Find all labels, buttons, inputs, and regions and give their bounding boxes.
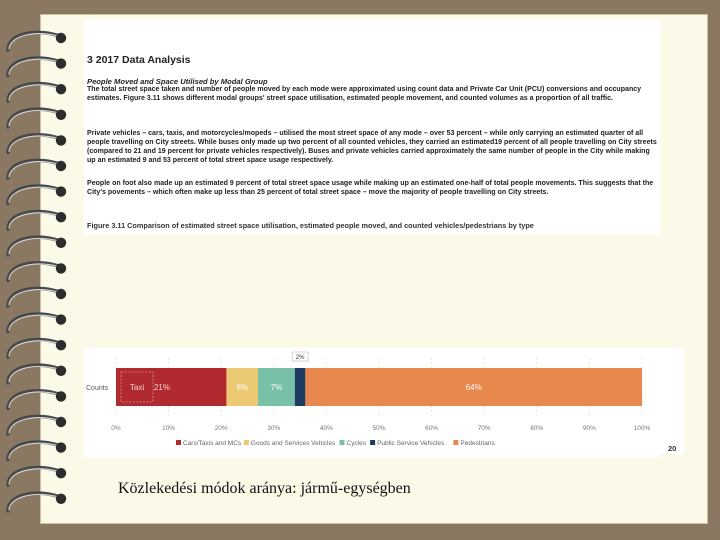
binding-hole bbox=[56, 263, 66, 273]
binding-ring bbox=[8, 493, 66, 511]
binding-hole bbox=[56, 391, 66, 401]
category-label: Counts bbox=[86, 385, 109, 392]
binding-hole bbox=[56, 366, 66, 376]
data-label: 64% bbox=[465, 383, 482, 392]
binding-hole bbox=[56, 84, 66, 94]
paragraph-1: The total street space taken and number of people moved by each mode were approximated using count data and Private Car Unit (PCU) conversions and occupancy estimates. Figure 3.11 shows different modal groups' street space utilisation, estimated people movement, and counted volumes as a proportion of all traffic. bbox=[87, 86, 642, 102]
legend-label: Goods and Services Vehicles bbox=[250, 440, 336, 447]
data-label: 7% bbox=[270, 383, 283, 392]
binding-ring bbox=[8, 288, 66, 306]
binding-hole bbox=[56, 58, 66, 68]
data-label: 6% bbox=[236, 383, 249, 392]
binding-hole bbox=[56, 468, 66, 478]
binding-ring bbox=[8, 391, 66, 409]
binding-ring bbox=[8, 442, 66, 460]
legend-label: Pedestrians bbox=[460, 440, 495, 447]
binding-hole bbox=[56, 33, 66, 43]
binding-hole bbox=[56, 314, 66, 324]
legend-swatch bbox=[453, 440, 458, 445]
x-tick-label: 30% bbox=[267, 425, 281, 432]
data-label: 21% bbox=[153, 383, 171, 392]
binding-hole bbox=[56, 289, 66, 299]
x-tick-label: 10% bbox=[162, 425, 176, 432]
page-number: 20 bbox=[668, 444, 677, 453]
binding-ring bbox=[8, 212, 66, 230]
figure-caption: Figure 3.11 Comparison of estimated street space utilisation, estimated people moved, and counted vehicles/pedestrians by type bbox=[87, 221, 534, 230]
binding-ring bbox=[8, 468, 66, 486]
x-tick-label: 70% bbox=[477, 425, 491, 432]
x-tick-label: 80% bbox=[530, 425, 544, 432]
spiral-binding bbox=[0, 0, 90, 540]
binding-ring bbox=[8, 314, 66, 332]
x-tick-label: 20% bbox=[214, 425, 228, 432]
legend-label: Cycles bbox=[346, 440, 367, 447]
binding-ring bbox=[8, 186, 66, 204]
binding-ring bbox=[8, 416, 66, 434]
binding-ring bbox=[8, 365, 66, 383]
x-tick-label: 90% bbox=[582, 425, 596, 432]
subsegment-label: Taxi bbox=[129, 383, 145, 392]
blank-region bbox=[84, 235, 660, 350]
stacked-bar-chart bbox=[84, 348, 684, 454]
binding-hole bbox=[56, 494, 66, 504]
x-tick-label: 40% bbox=[319, 425, 333, 432]
binding-hole bbox=[56, 186, 66, 196]
binding-ring bbox=[8, 237, 66, 255]
data-label: 2% bbox=[295, 355, 305, 361]
binding-ring bbox=[8, 84, 66, 102]
binding-ring bbox=[8, 58, 66, 76]
binding-ring bbox=[8, 109, 66, 127]
bar-segment bbox=[295, 368, 306, 406]
binding-ring bbox=[8, 135, 66, 153]
binding-hole bbox=[56, 238, 66, 248]
paragraph-3: People on foot also made up an estimated 9 percent of total street space usage while making up an estimated one-half of total people movements. This suggests that the City's povements – which often make up less than 25 percent of total street space – move the majority of people travelling on City streets. bbox=[87, 180, 654, 196]
binding-hole bbox=[56, 135, 66, 145]
binding-hole bbox=[56, 212, 66, 222]
legend-swatch bbox=[244, 440, 249, 445]
x-tick-label: 50% bbox=[372, 425, 386, 432]
binding-ring bbox=[8, 263, 66, 281]
binding-ring bbox=[8, 32, 66, 50]
x-tick-label: 60% bbox=[425, 425, 439, 432]
legend-swatch bbox=[340, 440, 345, 445]
binding-ring bbox=[8, 160, 66, 178]
subheading: People Moved and Space Utilised by Modal Group bbox=[87, 77, 268, 86]
binding-hole bbox=[56, 110, 66, 120]
legend-label: Cars/Taxis and MCs bbox=[183, 440, 242, 447]
binding-hole bbox=[56, 161, 66, 171]
binding-hole bbox=[56, 417, 66, 427]
legend-swatch bbox=[176, 440, 181, 445]
x-tick-label: 100% bbox=[633, 425, 651, 432]
binding-hole bbox=[56, 442, 66, 452]
legend-label: Public Service Vehicles bbox=[377, 440, 445, 447]
x-tick-label: 0% bbox=[111, 425, 121, 432]
binding-hole bbox=[56, 340, 66, 350]
section-title: 3 2017 Data Analysis bbox=[87, 54, 191, 66]
legend-swatch bbox=[370, 440, 375, 445]
paragraph-2: Private vehicles – cars, taxis, and motorcycles/mopeds – utilised the most street space of any mode – over 53 percent – while only carrying an estimated quarter of all people travelling on City streets. While buses only made up two percent of all counted vehicles, they carried an estimated19 percent of all people travelling on City streets (compared to 21 and 19 percent for private vehicles respectively). Buses and private vehicles carried approximately the same number of people in the City while making up an estimated 9 and 53 percent of total street space usage respectively. bbox=[87, 130, 657, 164]
slide-caption: Közlekedési módok aránya: jármű-egységben bbox=[118, 480, 411, 497]
binding-ring bbox=[8, 340, 66, 358]
